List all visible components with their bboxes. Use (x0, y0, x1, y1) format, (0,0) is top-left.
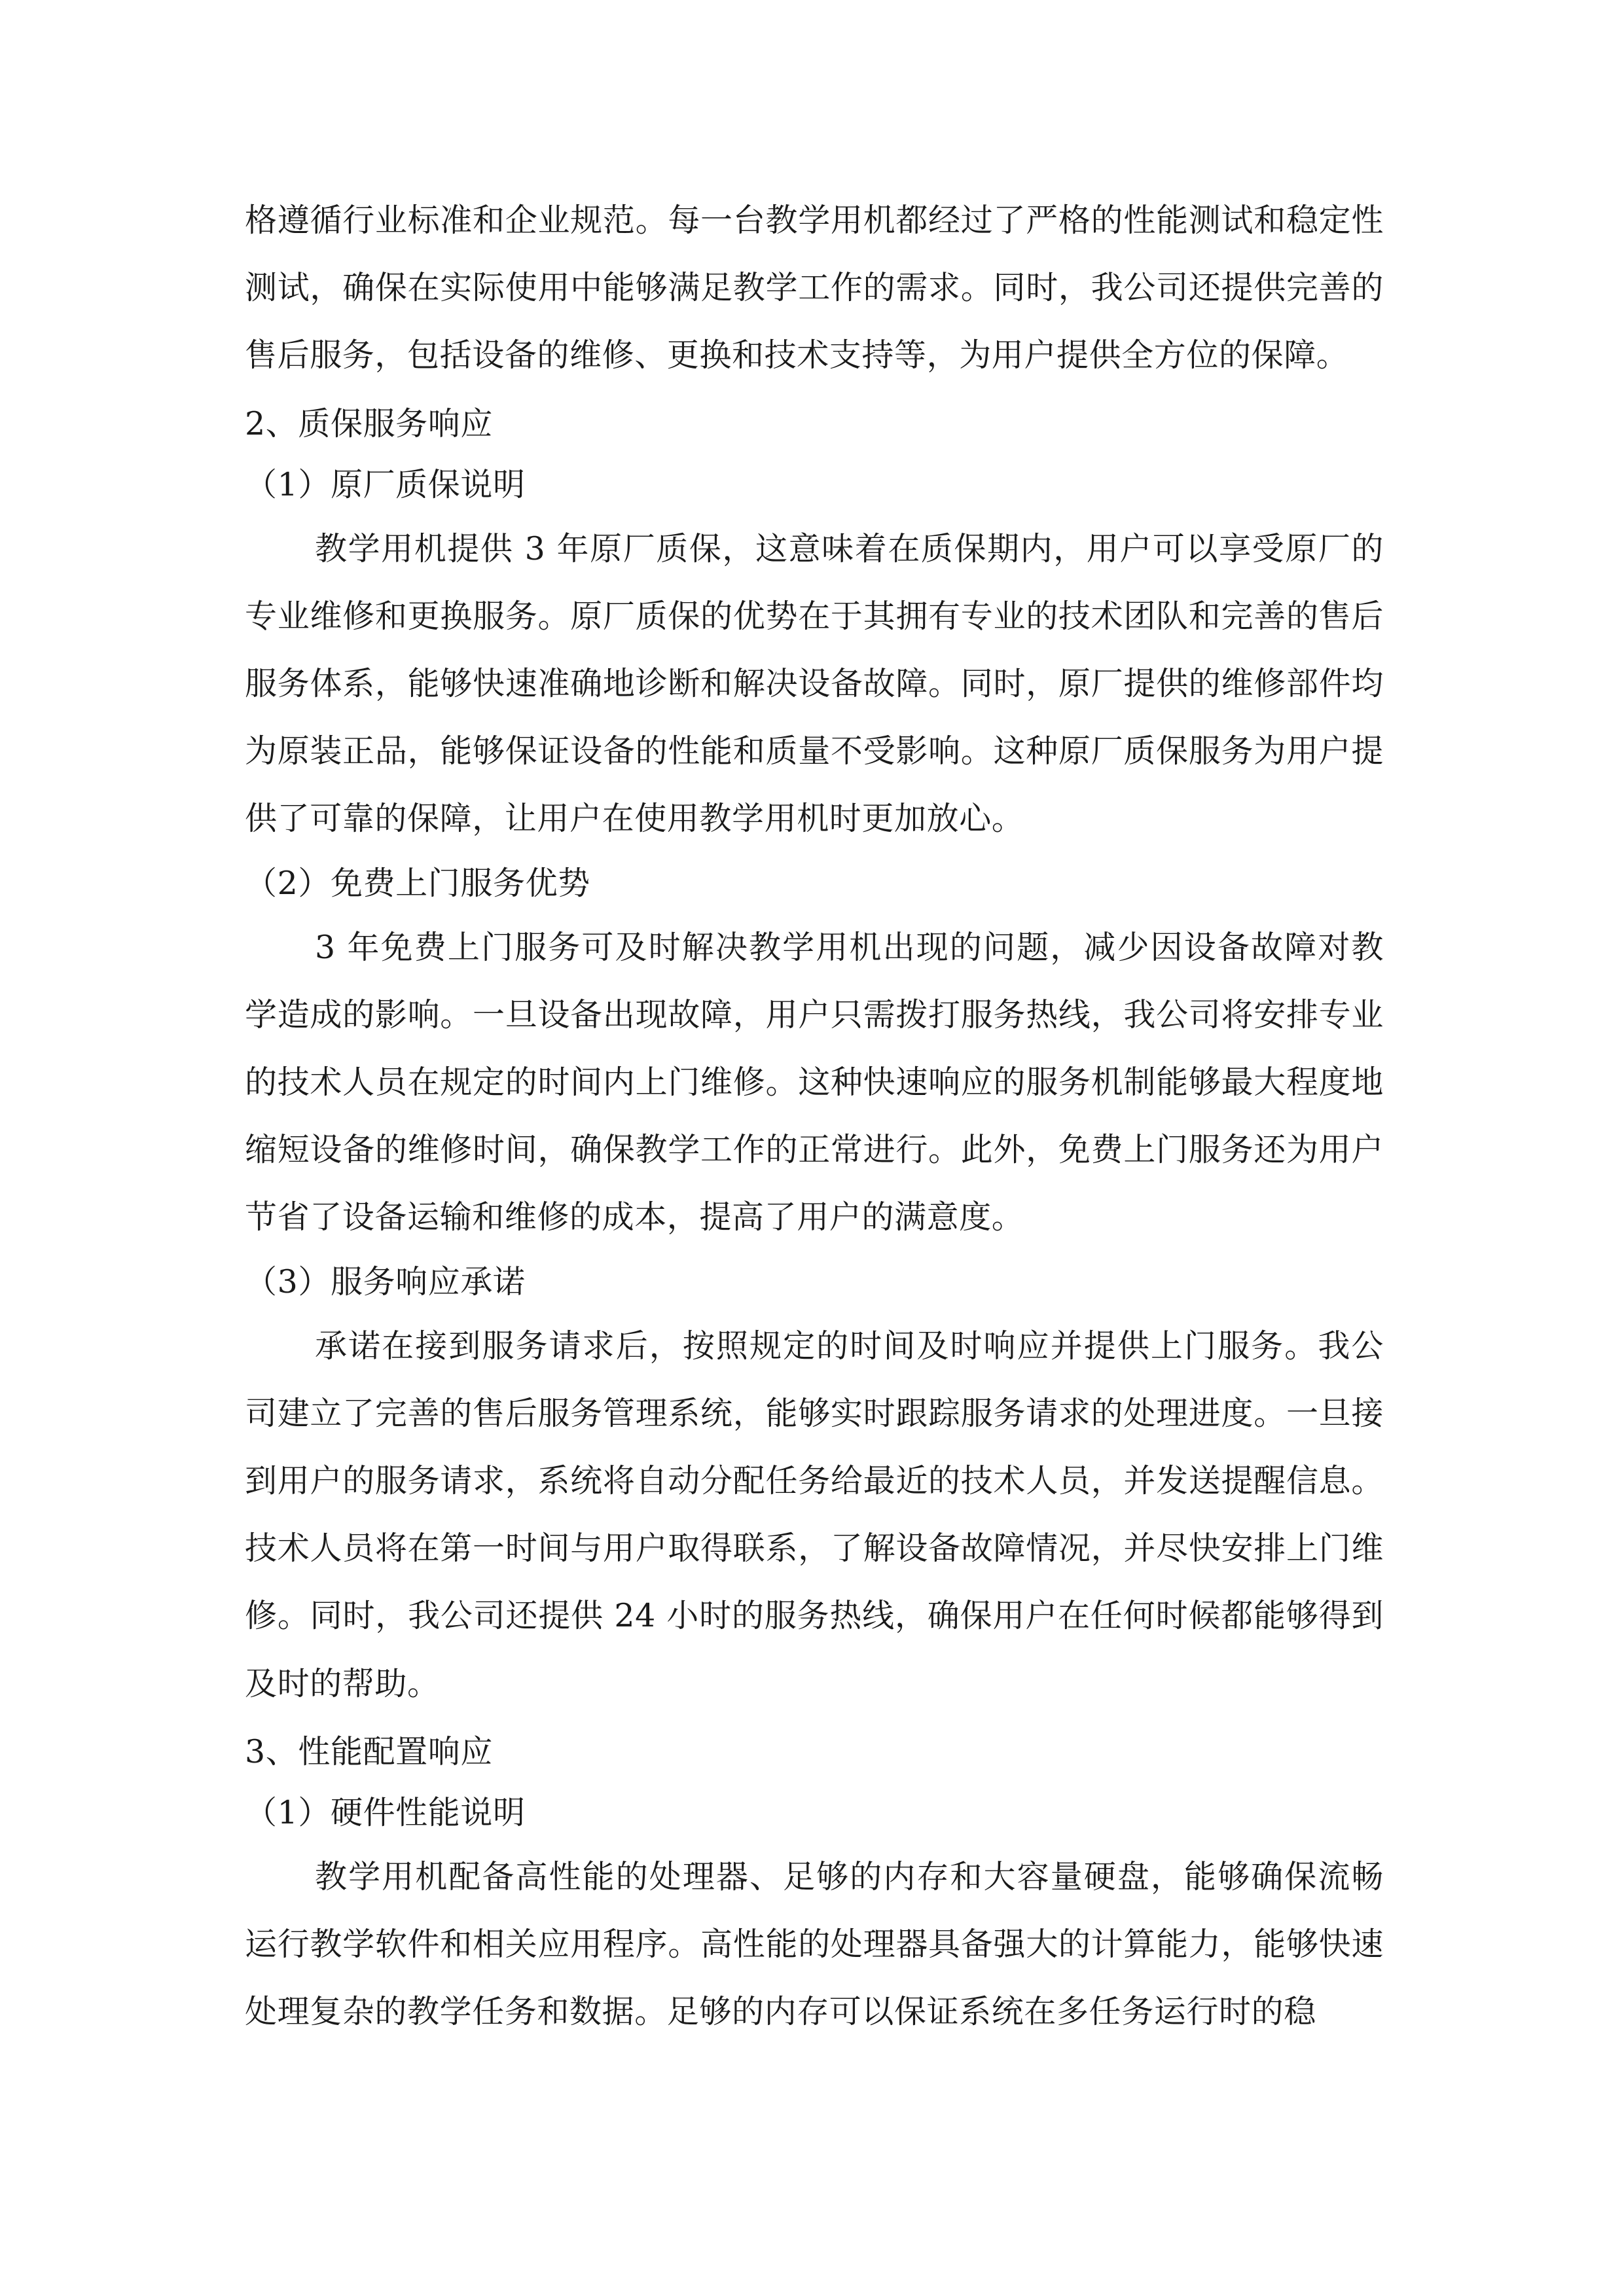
subheading-original-warranty: （1）原厂质保说明 (245, 465, 526, 503)
paragraph-continued-quality: 格遵循行业标准和企业规范。每一台教学用机都经过了严格的性能测试和稳定性测试，确保在实际使用中能够满足教学工作的需求。同时，我公司还提供完善的售后服务，包括设备的维修、更换和技术支持等，为用户提供全方位的保障。 (245, 202, 1384, 374)
document-body (245, 187, 1384, 2045)
subheading-free-onsite-service: （2）免费上门服务优势 (245, 864, 590, 902)
section-heading-warranty-response: 2、质保服务响应 (245, 404, 493, 442)
section-heading-performance-config: 3、性能配置响应 (245, 1732, 493, 1770)
paragraph-hardware-performance: 教学用机配备高性能的处理器、足够的内存和大容量硬盘，能够确保流畅运行教学软件和相关应用程序。高性能的处理器具备强大的计算能力，能够快速处理复杂的教学任务和数据。足够的内存可以保证系统在多任务运行时的稳 (245, 1857, 1384, 2031)
paragraph-service-commitment: 承诺在接到服务请求后，按照规定的时间及时响应并提供上门服务。我公司建立了完善的售后服务管理系统，能够实时跟踪服务请求的处理进度。一旦接到用户的服务请求，系统将自动分配任务给最近的技术人员，并发送提醒信息。技术人员将在第一时间与用户取得联系，了解设备故障情况，并尽快安排上门维修。同时，我公司还提供 24 小时的服务热线，确保用户在任何时候都能够得到及时的帮助。 (245, 1327, 1384, 1702)
subheading-service-commitment: （3）服务响应承诺 (245, 1263, 526, 1300)
subheading-hardware-performance: （1）硬件性能说明 (245, 1793, 526, 1831)
paragraph-original-warranty: 教学用机提供 3 年原厂质保，这意味着在质保期内，用户可以享受原厂的专业维修和更换服务。原厂质保的优势在于其拥有专业的技术团队和完善的售后服务体系，能够快速准确地诊断和解决设备故障。同时，原厂提供的维修部件均为原装正品，能够保证设备的性能和质量不受影响。这种原厂质保服务为用户提供了可靠的保障，让用户在使用教学用机时更加放心。 (245, 529, 1384, 838)
paragraph-free-onsite-service: 3 年免费上门服务可及时解决教学用机出现的问题，减少因设备故障对教学造成的影响。一旦设备出现故障，用户只需拨打服务热线，我公司将安排专业的技术人员在规定的时间内上门维修。这种快速响应的服务机制能够最大程度地缩短设备的维修时间，确保教学工作的正常进行。此外，免费上门服务还为用户节省了设备运输和维修的成本，提高了用户的满意度。 (245, 928, 1384, 1236)
